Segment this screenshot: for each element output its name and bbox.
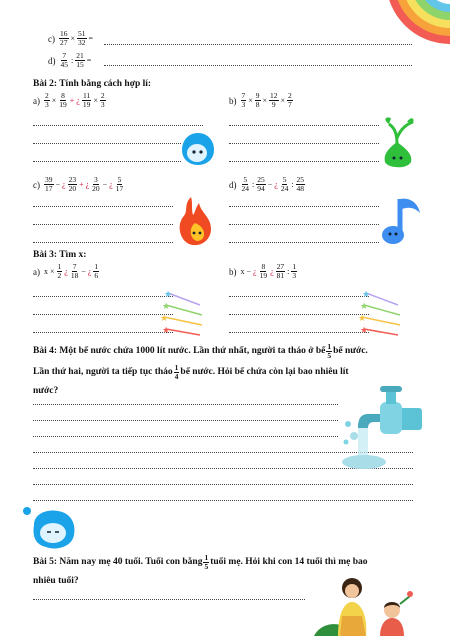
operator: : xyxy=(291,180,294,189)
answer-line xyxy=(33,404,338,405)
bai3-item-b: b) x − ¿ $\frac{8}{19}$ ¿ $\frac{27}{81}$ : $\frac{1}{3}$ xyxy=(229,262,297,280)
answer-line xyxy=(229,224,379,225)
fraction: $\frac{2}{3}$ xyxy=(45,91,49,109)
operator: : xyxy=(287,267,290,276)
answer-line xyxy=(229,161,379,162)
water-drop-character-icon xyxy=(180,131,216,167)
fraction: $\frac{1}{6}$ xyxy=(94,262,99,280)
fraction: $\frac{51}{32}$ xyxy=(78,29,86,47)
answer-line xyxy=(33,332,173,333)
svg-text:★: ★ xyxy=(358,313,367,323)
answer-line xyxy=(33,420,338,421)
fraction: $\frac{1}{5}$ xyxy=(327,342,332,360)
music-note-character-icon xyxy=(378,195,422,247)
svg-text:★: ★ xyxy=(362,289,371,299)
bai4-line-3: nước? xyxy=(33,386,59,396)
fraction: $\frac{25}{94}$ xyxy=(257,175,265,193)
fraction: $\frac{1}{4}$ xyxy=(174,363,179,381)
answer-line xyxy=(229,206,379,207)
stray-glyph: ¿ xyxy=(109,180,113,189)
fraction: $\frac{7}{18}$ xyxy=(70,262,79,280)
operator: x − xyxy=(240,267,252,276)
svg-text:★: ★ xyxy=(160,313,169,323)
answer-line xyxy=(33,206,173,207)
stray-glyph: ¿ xyxy=(62,180,66,189)
operator: − xyxy=(81,267,86,276)
shooting-stars-icon xyxy=(358,283,404,337)
expression xyxy=(240,176,307,193)
answer-line xyxy=(229,314,369,315)
fraction: $\frac{3}{20}$ xyxy=(92,175,100,193)
answer-line xyxy=(229,242,379,243)
answer-line xyxy=(104,65,412,66)
blob-character-icon xyxy=(22,505,78,551)
bai2-item-d: d) $\frac{5}{24}$ : $\frac{25}{94}$ − ¿ $\frac{5}{24}$ : $\frac{25}{48}$ xyxy=(229,175,305,193)
answer-line xyxy=(33,500,413,501)
operator: × xyxy=(248,96,253,105)
fraction: $\frac{7}{45}$ xyxy=(60,51,68,69)
answer-line xyxy=(104,44,412,45)
svg-text:★: ★ xyxy=(162,301,171,311)
bai3-item-a: a) x × $\frac{1}{2}$ ¿ $\frac{7}{18}$ − ¿ $\frac{1}{6}$ xyxy=(33,262,99,280)
expression xyxy=(43,176,125,193)
operator: + xyxy=(69,96,75,105)
fraction: $\frac{12}{9}$ xyxy=(270,91,278,109)
answer-line xyxy=(229,332,369,333)
fraction: $\frac{1}{5}$ xyxy=(204,553,209,571)
operator: × xyxy=(70,34,76,43)
fraction: $\frac{11}{19}$ xyxy=(82,91,91,109)
expression xyxy=(59,52,93,69)
fraction: $\frac{5}{24}$ xyxy=(241,175,249,193)
fraction: $\frac{1}{2}$ xyxy=(57,262,62,280)
stray-glyph: ¿ xyxy=(253,267,257,276)
fraction: $\frac{5}{24}$ xyxy=(280,175,289,193)
stray-glyph: ¿ xyxy=(270,267,274,276)
bai1-item-c: c) $\frac{16}{27}$ × $\frac{51}{32}$ = xyxy=(48,29,94,47)
operator: × xyxy=(51,96,57,105)
fraction: $\frac{1}{3}$ xyxy=(292,262,297,280)
bai2-item-a: a) $\frac{2}{3}$ × $\frac{8}{19}$ + ¿ $\frac{11}{19}$ × $\frac{2}{3}$ xyxy=(33,91,105,109)
operator: + xyxy=(79,180,84,189)
flame-character-icon xyxy=(177,195,213,247)
operator: = xyxy=(86,56,92,65)
fraction: $\frac{21}{15}$ xyxy=(76,51,84,69)
mother-child-illustration xyxy=(314,574,414,636)
shooting-stars-icon xyxy=(160,283,206,337)
operator: = xyxy=(88,34,94,43)
bai5-line-2: nhiêu tuổi? xyxy=(33,576,79,586)
bai2-title: Bài 2: Tính bằng cách hợp lí: xyxy=(33,79,152,89)
stray-glyph: ¿ xyxy=(274,180,278,189)
expression xyxy=(58,30,94,47)
water-tap-icon xyxy=(340,384,424,470)
svg-text:★: ★ xyxy=(360,301,369,311)
fraction: $\frac{27}{81}$ xyxy=(276,262,285,280)
fraction: $\frac{7}{3}$ xyxy=(241,91,246,109)
fraction: $\frac{16}{27}$ xyxy=(60,29,68,47)
answer-line xyxy=(33,125,203,126)
answer-line xyxy=(33,314,173,315)
fraction: $\frac{2}{7}$ xyxy=(288,91,292,109)
bai2-item-b: b) $\frac{7}{3}$ × $\frac{9}{8}$ × $\frac{12}{9}$ × $\frac{2}{7}$ xyxy=(229,91,292,109)
fraction: $\frac{8}{19}$ xyxy=(59,91,67,109)
sprout-character-icon xyxy=(381,114,415,170)
operator: x × xyxy=(44,267,55,276)
answer-line xyxy=(229,125,379,126)
svg-text:★: ★ xyxy=(360,325,369,335)
expression xyxy=(240,263,299,280)
operator: × xyxy=(93,96,98,105)
stray-glyph: ¿ xyxy=(85,180,90,189)
answer-line xyxy=(33,242,173,243)
answer-line xyxy=(33,436,338,437)
operator: × xyxy=(262,96,268,105)
bai5-line-1: Bài 5: Năm nay mẹ 40 tuổi. Tuổi con bằng $\frac{1}{5}$ tuổi mẹ. Hỏi khi con 14 tuổi thì mẹ bao xyxy=(33,553,368,571)
bai4-line-2: Lần thứ hai, người ta tiếp tục tháo $\frac{1}{4}$ bể nước. Hỏi bể chứa còn lại bao nhiêu lít xyxy=(33,363,349,381)
stray-glyph: ¿ xyxy=(87,267,92,276)
svg-text:★: ★ xyxy=(162,325,171,335)
fraction: $\frac{39}{17}$ xyxy=(45,175,53,193)
fraction: $\frac{9}{8}$ xyxy=(255,91,260,109)
answer-line xyxy=(33,484,413,485)
answer-line xyxy=(229,296,369,297)
fraction: $\frac{2}{3}$ xyxy=(100,91,105,109)
answer-line xyxy=(33,224,173,225)
expression xyxy=(43,263,100,280)
fraction: $\frac{23}{20}$ xyxy=(68,175,77,193)
answer-line xyxy=(33,161,181,162)
answer-line xyxy=(229,143,379,144)
operator: : xyxy=(252,180,255,189)
stray-glyph: ¿ xyxy=(64,267,68,276)
stray-glyph: ¿ xyxy=(76,96,80,105)
operator: − xyxy=(102,180,108,189)
bai3-title: Bài 3: Tìm x: xyxy=(33,250,87,260)
fraction: $\frac{8}{19}$ xyxy=(259,262,268,280)
fraction: $\frac{25}{48}$ xyxy=(296,175,305,193)
answer-line xyxy=(33,143,181,144)
fraction: $\frac{5}{17}$ xyxy=(115,175,124,193)
bai4-line-1: Bài 4: Một bể nước chứa 1000 lít nước. Lần thứ nhất, người ta tháo ở bể $\frac{1}{5}$ bể nước. xyxy=(33,342,368,360)
bai1-item-d: d) $\frac{7}{45}$ : $\frac{21}{15}$ = xyxy=(48,51,92,69)
answer-line xyxy=(33,599,305,600)
operator: × xyxy=(280,96,286,105)
operator: − xyxy=(267,180,273,189)
expression xyxy=(240,92,294,109)
rainbow-icon xyxy=(378,0,450,48)
answer-line xyxy=(33,296,173,297)
operator: : xyxy=(71,56,74,65)
operator: − xyxy=(55,180,61,189)
expression xyxy=(43,92,107,109)
svg-text:★: ★ xyxy=(164,289,173,299)
bai2-item-c: c) $\frac{39}{17}$ − ¿ $\frac{23}{20}$ + ¿ $\frac{3}{20}$ − ¿ $\frac{5}{17}$ xyxy=(33,175,124,193)
